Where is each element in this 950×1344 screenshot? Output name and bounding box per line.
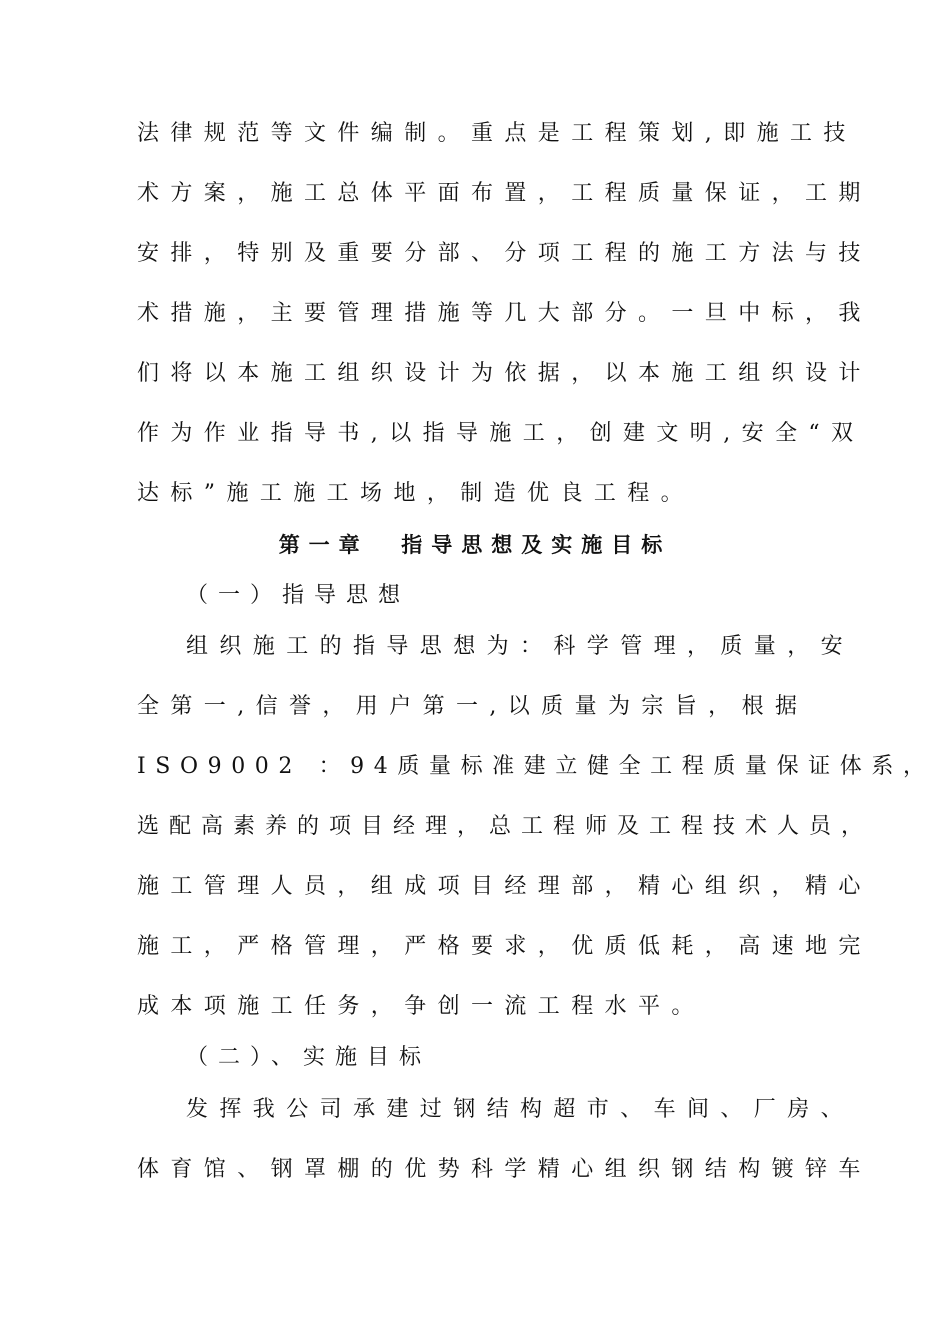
section-heading: （一）指导思想	[186, 583, 411, 608]
paragraph-line: 发挥我公司承建过钢结构超市、车间、厂房、	[186, 1097, 855, 1122]
chapter-title: 第一章 指导思想及实施目标	[278, 533, 672, 557]
paragraph-line: 法律规范等文件编制。重点是工程策划,即施工技	[137, 121, 857, 146]
paragraph-line: 体育馆、钢罩棚的优势科学精心组织钢结构镀锌车	[137, 1157, 872, 1182]
section-heading: （二）、实施目标	[186, 1045, 432, 1070]
paragraph-line: 成本项施工任务，争创一流工程水平。	[137, 994, 705, 1019]
paragraph-line: 术措施，主要管理措施等几大部分。一旦中标，我	[137, 301, 872, 326]
paragraph-line: 术方案，施工总体平面布置，工程质量保证，工期	[137, 181, 872, 206]
paragraph-line: ISO9002 ：94质量标准建立健全工程质量保证体系，	[137, 754, 935, 779]
paragraph-line: 安排，特别及重要分部、分项工程的施工方法与技	[137, 241, 872, 266]
paragraph-line: 达标”施工施工场地，制造优良工程。	[137, 481, 695, 506]
paragraph-line: 选配高素养的项目经理，总工程师及工程技术人员，	[137, 814, 874, 839]
paragraph-line: 全第一,信誉，用户第一,以质量为宗旨，根据	[137, 694, 809, 719]
paragraph-line: 组织施工的指导思想为：科学管理，质量，安	[186, 634, 855, 659]
paragraph-line: 施工管理人员，组成项目经理部，精心组织，精心	[137, 874, 872, 899]
paragraph-line: 们将以本施工组织设计为依据，以本施工组织设计	[137, 361, 872, 386]
paragraph-line: 作为作业指导书,以指导施工，创建文明,安全“双	[137, 421, 865, 446]
paragraph-line: 施工，严格管理，严格要求，优质低耗，高速地完	[137, 934, 872, 959]
